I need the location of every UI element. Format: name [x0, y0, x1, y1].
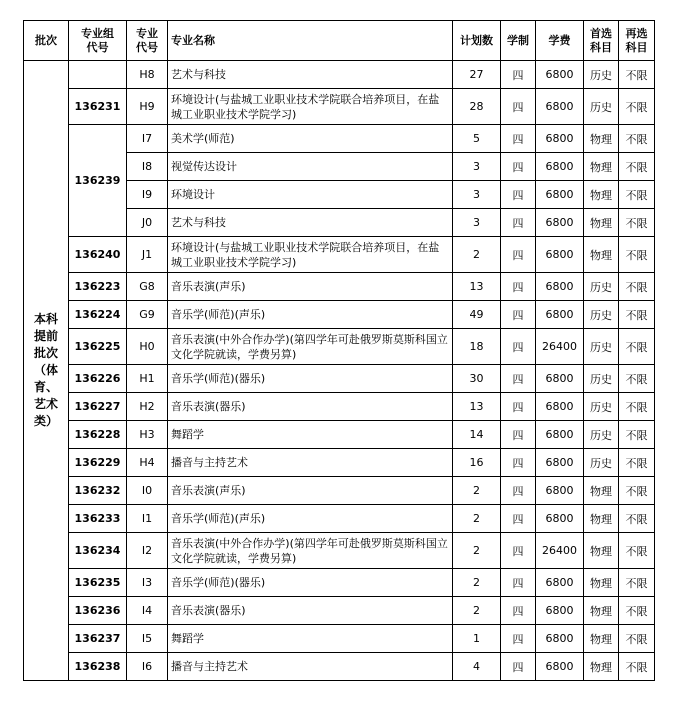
- table-row: [24, 125, 655, 153]
- group-code-cell: 136233: [69, 505, 127, 533]
- first-subject-cell: 历史: [584, 273, 619, 301]
- header-first-subject: 首选 科目: [584, 21, 619, 61]
- first-subject-cell: 物理: [584, 477, 619, 505]
- admission-plan-table: [23, 20, 655, 681]
- plan-cell: 30: [453, 365, 501, 393]
- duration-cell: 四: [501, 421, 536, 449]
- duration-cell: 四: [501, 393, 536, 421]
- duration-cell: 四: [501, 125, 536, 153]
- major-code-cell: H8: [127, 61, 168, 89]
- major-code-cell: G9: [127, 301, 168, 329]
- tuition-cell: 6800: [536, 301, 584, 329]
- group-code-cell: 136237: [69, 625, 127, 653]
- plan-cell: 13: [453, 273, 501, 301]
- major-code-cell: I2: [127, 533, 168, 569]
- tuition-cell: 6800: [536, 125, 584, 153]
- duration-cell: 四: [501, 273, 536, 301]
- second-subject-cell: 不限: [619, 449, 655, 477]
- first-subject-cell: 历史: [584, 393, 619, 421]
- tuition-cell: 6800: [536, 153, 584, 181]
- group-code-cell: 136234: [69, 533, 127, 569]
- major-name-cell: 音乐表演(中外合作办学)(第四学年可赴俄罗斯莫斯科国立文化学院就读，学费另算): [168, 329, 453, 365]
- second-subject-cell: 不限: [619, 273, 655, 301]
- duration-cell: 四: [501, 61, 536, 89]
- tuition-cell: 6800: [536, 449, 584, 477]
- duration-cell: 四: [501, 449, 536, 477]
- major-name-cell: 美术学(师范): [168, 125, 453, 153]
- plan-cell: 2: [453, 477, 501, 505]
- table-row: [24, 597, 655, 625]
- duration-cell: 四: [501, 209, 536, 237]
- first-subject-cell: 物理: [584, 237, 619, 273]
- header-duration: 学制: [501, 21, 536, 61]
- duration-cell: 四: [501, 505, 536, 533]
- header-group-code: 专业组 代号: [69, 21, 127, 61]
- tuition-cell: 6800: [536, 237, 584, 273]
- duration-cell: 四: [501, 477, 536, 505]
- batch-cell: 本科 提前 批次 （体 育、 艺术 类）: [24, 61, 69, 681]
- major-name-cell: 视觉传达设计: [168, 153, 453, 181]
- major-name-cell: 环境设计: [168, 181, 453, 209]
- second-subject-cell: 不限: [619, 61, 655, 89]
- second-subject-cell: 不限: [619, 209, 655, 237]
- second-subject-cell: 不限: [619, 153, 655, 181]
- first-subject-cell: 物理: [584, 533, 619, 569]
- duration-cell: 四: [501, 533, 536, 569]
- group-code-cell: 136228: [69, 421, 127, 449]
- first-subject-cell: 历史: [584, 301, 619, 329]
- tuition-cell: 6800: [536, 653, 584, 681]
- major-name-cell: 音乐表演(器乐): [168, 597, 453, 625]
- major-name-cell: 音乐学(师范)(声乐): [168, 301, 453, 329]
- major-code-cell: I0: [127, 477, 168, 505]
- second-subject-cell: 不限: [619, 301, 655, 329]
- table-row: [24, 365, 655, 393]
- tuition-cell: 6800: [536, 597, 584, 625]
- first-subject-cell: 历史: [584, 89, 619, 125]
- second-subject-cell: 不限: [619, 505, 655, 533]
- duration-cell: 四: [501, 301, 536, 329]
- tuition-cell: 6800: [536, 421, 584, 449]
- first-subject-cell: 物理: [584, 625, 619, 653]
- first-subject-cell: 历史: [584, 365, 619, 393]
- major-name-cell: 播音与主持艺术: [168, 449, 453, 477]
- second-subject-cell: 不限: [619, 125, 655, 153]
- major-name-cell: 音乐表演(器乐): [168, 393, 453, 421]
- duration-cell: 四: [501, 625, 536, 653]
- second-subject-cell: 不限: [619, 533, 655, 569]
- plan-cell: 27: [453, 61, 501, 89]
- major-code-cell: H2: [127, 393, 168, 421]
- major-code-cell: I9: [127, 181, 168, 209]
- major-name-cell: 音乐表演(中外合作办学)(第四学年可赴俄罗斯莫斯科国立文化学院就读，学费另算): [168, 533, 453, 569]
- group-code-cell: [69, 61, 127, 89]
- plan-cell: 2: [453, 597, 501, 625]
- first-subject-cell: 物理: [584, 597, 619, 625]
- major-code-cell: I8: [127, 153, 168, 181]
- table-row: [24, 393, 655, 421]
- major-code-cell: I3: [127, 569, 168, 597]
- second-subject-cell: 不限: [619, 597, 655, 625]
- duration-cell: 四: [501, 569, 536, 597]
- header-major-code: 专业 代号: [127, 21, 168, 61]
- major-name-cell: 艺术与科技: [168, 209, 453, 237]
- major-code-cell: H0: [127, 329, 168, 365]
- table-row: [24, 61, 655, 89]
- first-subject-cell: 物理: [584, 153, 619, 181]
- major-code-cell: I5: [127, 625, 168, 653]
- group-code-cell: 136239: [69, 125, 127, 237]
- second-subject-cell: 不限: [619, 89, 655, 125]
- plan-cell: 4: [453, 653, 501, 681]
- tuition-cell: 6800: [536, 181, 584, 209]
- second-subject-cell: 不限: [619, 421, 655, 449]
- first-subject-cell: 物理: [584, 505, 619, 533]
- group-code-cell: 136224: [69, 301, 127, 329]
- duration-cell: 四: [501, 153, 536, 181]
- major-code-cell: G8: [127, 273, 168, 301]
- group-code-cell: 136235: [69, 569, 127, 597]
- group-code-cell: 136240: [69, 237, 127, 273]
- group-code-cell: 136226: [69, 365, 127, 393]
- tuition-cell: 6800: [536, 61, 584, 89]
- tuition-cell: 6800: [536, 505, 584, 533]
- duration-cell: 四: [501, 597, 536, 625]
- major-code-cell: I6: [127, 653, 168, 681]
- table-row: [24, 505, 655, 533]
- header-plan: 计划数: [453, 21, 501, 61]
- second-subject-cell: 不限: [619, 365, 655, 393]
- major-code-cell: J0: [127, 209, 168, 237]
- major-name-cell: 舞蹈学: [168, 421, 453, 449]
- second-subject-cell: 不限: [619, 237, 655, 273]
- plan-cell: 3: [453, 209, 501, 237]
- first-subject-cell: 历史: [584, 421, 619, 449]
- first-subject-cell: 物理: [584, 209, 619, 237]
- table-row: [24, 301, 655, 329]
- second-subject-cell: 不限: [619, 393, 655, 421]
- major-name-cell: 环境设计(与盐城工业职业技术学院联合培养项目，在盐城工业职业技术学院学习): [168, 89, 453, 125]
- first-subject-cell: 物理: [584, 653, 619, 681]
- tuition-cell: 6800: [536, 273, 584, 301]
- group-code-cell: 136223: [69, 273, 127, 301]
- table-row: [24, 273, 655, 301]
- header-tuition: 学费: [536, 21, 584, 61]
- plan-cell: 3: [453, 181, 501, 209]
- table-row: [24, 533, 655, 569]
- major-name-cell: 艺术与科技: [168, 61, 453, 89]
- major-code-cell: H1: [127, 365, 168, 393]
- second-subject-cell: 不限: [619, 625, 655, 653]
- first-subject-cell: 物理: [584, 181, 619, 209]
- major-code-cell: H9: [127, 89, 168, 125]
- tuition-cell: 26400: [536, 329, 584, 365]
- major-name-cell: 音乐表演(声乐): [168, 273, 453, 301]
- table-row: [24, 625, 655, 653]
- table-row: [24, 477, 655, 505]
- table-row: [24, 449, 655, 477]
- duration-cell: 四: [501, 365, 536, 393]
- plan-cell: 18: [453, 329, 501, 365]
- plan-cell: 13: [453, 393, 501, 421]
- group-code-cell: 136225: [69, 329, 127, 365]
- table-row: [24, 653, 655, 681]
- tuition-cell: 6800: [536, 393, 584, 421]
- duration-cell: 四: [501, 237, 536, 273]
- group-code-cell: 136232: [69, 477, 127, 505]
- second-subject-cell: 不限: [619, 569, 655, 597]
- duration-cell: 四: [501, 653, 536, 681]
- major-name-cell: 音乐学(师范)(器乐): [168, 569, 453, 597]
- duration-cell: 四: [501, 181, 536, 209]
- first-subject-cell: 物理: [584, 569, 619, 597]
- tuition-cell: 26400: [536, 533, 584, 569]
- first-subject-cell: 物理: [584, 125, 619, 153]
- plan-cell: 1: [453, 625, 501, 653]
- group-code-cell: 136238: [69, 653, 127, 681]
- plan-cell: 2: [453, 569, 501, 597]
- duration-cell: 四: [501, 329, 536, 365]
- plan-cell: 16: [453, 449, 501, 477]
- table-row: [24, 329, 655, 365]
- major-code-cell: H3: [127, 421, 168, 449]
- table-row: [24, 89, 655, 125]
- major-code-cell: I4: [127, 597, 168, 625]
- group-code-cell: 136227: [69, 393, 127, 421]
- first-subject-cell: 历史: [584, 449, 619, 477]
- major-code-cell: J1: [127, 237, 168, 273]
- plan-cell: 49: [453, 301, 501, 329]
- major-code-cell: I7: [127, 125, 168, 153]
- tuition-cell: 6800: [536, 569, 584, 597]
- header-major-name: 专业名称: [168, 21, 453, 61]
- second-subject-cell: 不限: [619, 181, 655, 209]
- major-code-cell: I1: [127, 505, 168, 533]
- header-row: [24, 21, 655, 61]
- plan-cell: 2: [453, 533, 501, 569]
- tuition-cell: 6800: [536, 209, 584, 237]
- header-second-subject: 再选 科目: [619, 21, 655, 61]
- plan-cell: 28: [453, 89, 501, 125]
- first-subject-cell: 历史: [584, 329, 619, 365]
- header-batch: 批次: [24, 21, 69, 61]
- duration-cell: 四: [501, 89, 536, 125]
- group-code-cell: 136236: [69, 597, 127, 625]
- second-subject-cell: 不限: [619, 477, 655, 505]
- major-name-cell: 环境设计(与盐城工业职业技术学院联合培养项目，在盐城工业职业技术学院学习): [168, 237, 453, 273]
- tuition-cell: 6800: [536, 625, 584, 653]
- major-code-cell: H4: [127, 449, 168, 477]
- table-row: [24, 569, 655, 597]
- major-name-cell: 音乐学(师范)(声乐): [168, 505, 453, 533]
- table-row: [24, 237, 655, 273]
- group-code-cell: 136229: [69, 449, 127, 477]
- tuition-cell: 6800: [536, 89, 584, 125]
- major-name-cell: 音乐表演(声乐): [168, 477, 453, 505]
- plan-cell: 2: [453, 505, 501, 533]
- plan-cell: 2: [453, 237, 501, 273]
- tuition-cell: 6800: [536, 365, 584, 393]
- plan-cell: 14: [453, 421, 501, 449]
- second-subject-cell: 不限: [619, 329, 655, 365]
- major-name-cell: 播音与主持艺术: [168, 653, 453, 681]
- major-name-cell: 舞蹈学: [168, 625, 453, 653]
- group-code-cell: 136231: [69, 89, 127, 125]
- major-name-cell: 音乐学(师范)(器乐): [168, 365, 453, 393]
- tuition-cell: 6800: [536, 477, 584, 505]
- plan-cell: 3: [453, 153, 501, 181]
- first-subject-cell: 历史: [584, 61, 619, 89]
- second-subject-cell: 不限: [619, 653, 655, 681]
- plan-cell: 5: [453, 125, 501, 153]
- table-row: [24, 421, 655, 449]
